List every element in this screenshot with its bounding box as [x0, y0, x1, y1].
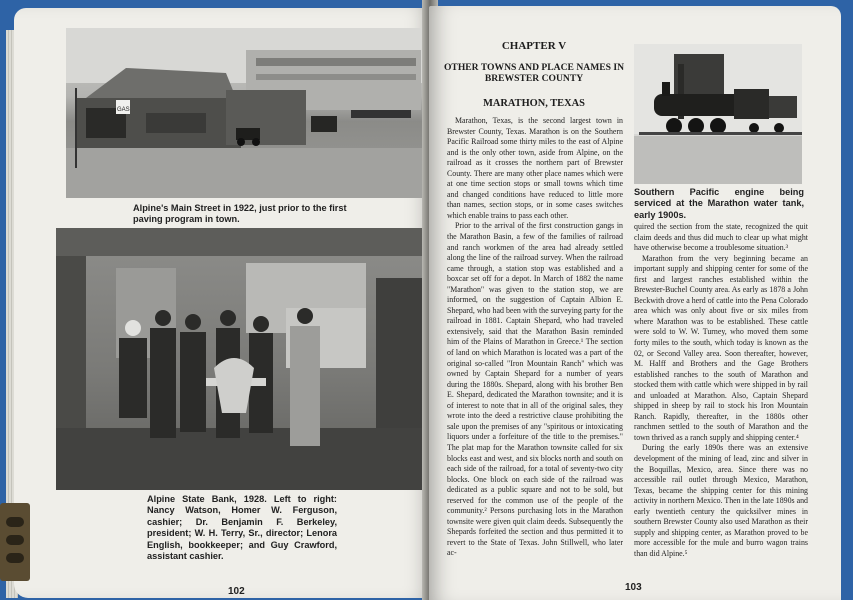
page-number-left: 102 — [228, 586, 245, 597]
locomotive-caption: Southern Pacific engine being serviced at the Marathon water tank, early 1900s. — [634, 187, 804, 220]
main-street-caption: Alpine's Main Street in 1922, just prior to the first paving program in town. — [133, 203, 347, 225]
binder-clip — [0, 503, 30, 581]
chapter-number: CHAPTER V — [501, 40, 567, 52]
bank-caption: Alpine State Bank, 1928. Left to right: Nancy Watson, Homer W. Ferguson, cashier; Dr. Benjamin F. Berkeley, president; W. H. Terry, Sr., director; Lenora English, bookkeeper; and Guy Crawford, assistant cashier. — [147, 494, 337, 562]
paragraph: Marathon from the very beginning became an important supply and shipping center for some of the first and largest ranches established within the Brewster-Buchel County area. As early as 1878 a John Beckwith drove a herd of cattle into the Pena Colorado area which was only about five or six miles from where Marathon was to be established. These cattle were sold to W. W. Turney, who moved them some forty miles to the south, which today is known as the 02, or Second Valley area. Soon thereafter, however, M. Halff and Brothers and the Gage Brothers established ranches to the south of Marathon and stocked them with cattle which were shipped in by rail and unloaded at Marathon. Also, Captain Shepard shipped in sheep by rail to stock his Iron Mountain Ranch. Rapidly, thereafter, in the 1880s other ranchmen settled to the south of Marathon and the town thrived as a ranch supply and shipping center.⁴ — [634, 253, 808, 442]
bank-interior-photo — [56, 228, 424, 490]
bank-interior-image — [56, 228, 424, 490]
text-column-2 — [634, 222, 808, 584]
paragraph: Marathon, Texas, is the second largest town in Brewster County, Texas. Marathon is on the Southern Pacific Railroad some thirty miles to the east of Alpine and is the only other town, aside from Alpine, on the railroad as it crosses the northern part of Brewster County. There are many other place names which were at one time section stops or small towns which time and changed conditions have reduced to little more than names, section stops, or in some cases switches which enable trains to pass each other. — [447, 116, 623, 220]
locomotive-image — [634, 44, 802, 184]
page-number-right: 103 — [625, 582, 642, 593]
section-heading: MARATHON, TEXAS — [483, 98, 585, 109]
chapter-title: OTHER TOWNS AND PLACE NAMES IN BREWSTER COUNTY — [443, 62, 625, 84]
left-page — [14, 8, 432, 598]
locomotive-photo — [634, 44, 802, 184]
paragraph: Prior to the arrival of the first construction gangs in the Marathon Basin, a few of the families of railroad and ranch workmen of the area had already settled along the line of the railroad survey. When the railroad came through, a station stop was established and a boxcar set off for a depot. In March of 1882 the name "Marathon" was given to the station stop, we are informed, on the suggestion of Captain Albion E. Shepard, who had been with the surveying party for the railroad in 1881. Captain Shepard, who had traveled extensively, said that the Marathon Basin reminded him of the Plains of Marathon in Greece.¹ The section of land on which Marathon is located was a part of the original so-called "Iron Mountain Ranch" which was owned by Captain Shepard for a number of years during the 1880s. Shepard, along with his brother Ben E. Shepard, dedicated the Marathon townsite; and it is of interest to note that in all of the original sales, they wrote into the deed a restrictive clause prohibiting the sale upon the premises of any "spiritous or intoxicating liquors under a forfeiture of the title to the premises." The plat map for the Marathon townsite called for six blocks east and west, and six blocks north and south on each side of the railroad, for a total of seventy-two city blocks. One block on each side of the railroad was dedicated as a public square and not to be sold, but reserved for the common use of the people of the community.² Persons purchasing lots in the Marathon townsite were given quit claim deeds. Subsequently the Shepards forfeited the section and thus permitted it to revert to the State of Texas. John Stillwell, who later ac- — [447, 221, 623, 558]
right-page — [429, 6, 841, 600]
text-column-1 — [447, 116, 623, 582]
gas-sign: GAS — [117, 107, 130, 113]
main-street-photo — [66, 28, 423, 198]
paragraph: quired the section from the state, recognized the quit claim deeds and thus did much to clear up what might have otherwise become a troublesome situation.³ — [634, 222, 808, 253]
paragraph: During the early 1890s there was an extensive development of the mining of lead, zinc and silver in the Boquillas, Mexico, area. Since there was no accessible rail outlet through Mexico, Marathon, Texas, became the shipping center for this mining activity in northern Mexico. Then in the late 1890s and early twentieth century the quicksilver mines in southern Brewster County also used Marathon as their supply and shipping center, as Marathon proved to be more accessible for the mule and burro wagon trains than did Alpine.⁵ — [634, 443, 808, 558]
main-street-photo-image — [66, 28, 423, 198]
